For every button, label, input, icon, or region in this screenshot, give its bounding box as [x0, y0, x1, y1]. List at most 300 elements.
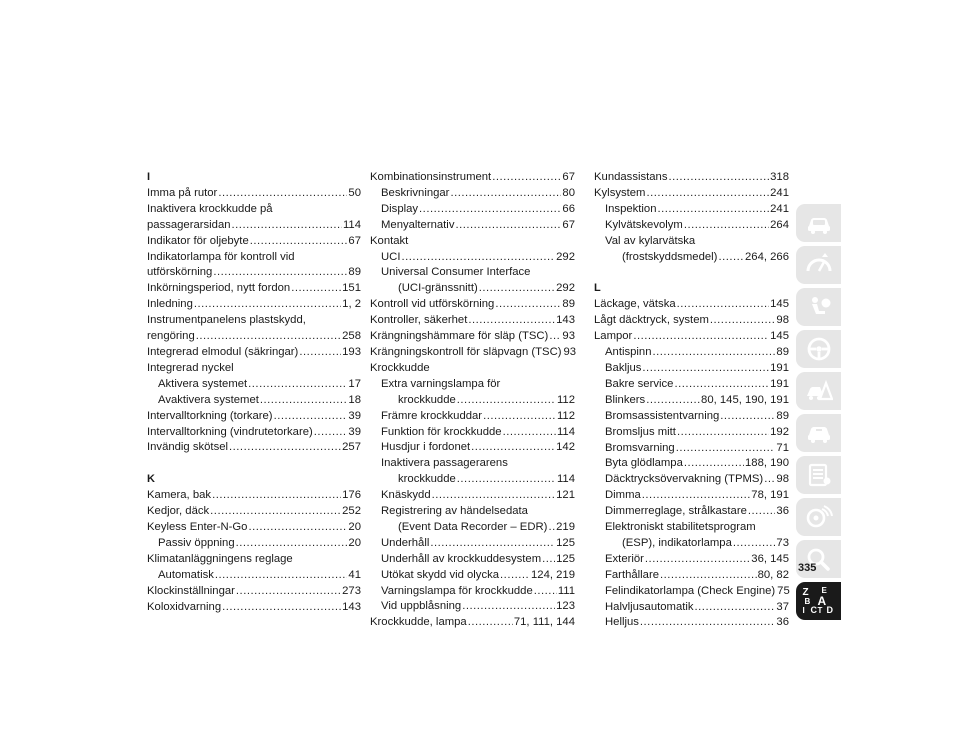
dot-leader [250, 234, 348, 250]
dot-leader [720, 409, 775, 425]
entry-page-ref: 121 [556, 489, 575, 502]
index-column-2 [370, 170, 575, 631]
entry-page-ref: 67 [562, 171, 575, 183]
index-entry [594, 425, 789, 441]
index-letter: I [802, 606, 805, 615]
entry-page-ref: 18 [348, 393, 361, 406]
dot-leader [479, 281, 555, 297]
index-entry [594, 361, 789, 377]
entry-term: Automatisk [158, 568, 214, 581]
entry-term: Främre krockkuddar [381, 409, 483, 422]
entry-term: Invändig skötsel [147, 441, 229, 454]
dot-leader [291, 281, 341, 297]
index-entry [594, 568, 789, 584]
entry-term: Integrerad elmodul (säkringar) [147, 345, 299, 358]
entry-page-ref: 151 [342, 282, 361, 295]
tab-spec-list[interactable] [796, 456, 841, 494]
dot-leader [674, 377, 769, 393]
entry-page-ref: 89 [776, 346, 789, 359]
index-entry [147, 377, 361, 393]
entry-term: Menyalternativ [381, 218, 455, 231]
index-entry [370, 440, 575, 456]
index-entry [594, 186, 789, 202]
entry-page-ref: 80 [562, 186, 575, 199]
index-heading: Extra varningslampa för [381, 377, 501, 390]
chapter-tabs [796, 204, 841, 624]
steering-wheel-icon [805, 337, 833, 361]
entry-term: Blinkers [605, 393, 646, 406]
index-entry [594, 218, 789, 234]
index-entry [594, 472, 789, 488]
index-entry [594, 600, 789, 616]
tab-roadside-warning[interactable] [796, 372, 841, 410]
entry-page-ref: 112 [556, 409, 575, 422]
dot-leader [450, 186, 561, 202]
dot-leader [646, 393, 700, 409]
dot-leader [314, 425, 348, 441]
dot-leader [549, 329, 561, 345]
entry-page-ref: 80, 82 [757, 568, 789, 581]
entry-term: Underhåll av krockkuddesystem [381, 552, 542, 565]
entry-term: rengöring [147, 330, 195, 343]
index-entry [147, 504, 361, 520]
index-entry [370, 281, 575, 297]
entry-page-ref: 37 [776, 600, 789, 613]
index-letter: T [817, 606, 823, 615]
dot-leader [695, 600, 776, 616]
entry-term: passagerarsidan [147, 218, 231, 231]
entry-term: Utökat skydd vid olycka [381, 568, 500, 581]
entry-term: Aktivera systemet [158, 377, 248, 390]
tab-index[interactable] [796, 582, 841, 620]
index-entry [370, 584, 575, 600]
entry-page-ref: 17 [348, 377, 361, 390]
tab-airbag-seat[interactable] [796, 288, 841, 326]
dot-leader [645, 552, 750, 568]
index-entry [370, 297, 575, 313]
dot-leader [215, 568, 348, 584]
entry-term: Kylvätskevolym [605, 218, 683, 231]
entry-page-ref: 1, 2 [342, 298, 361, 311]
entry-term: krockkudde [398, 473, 456, 486]
entry-page-ref: 73 [776, 536, 789, 549]
index-entry [594, 456, 789, 472]
entry-term: Bromsvarning [605, 441, 675, 454]
index-column-1 [147, 170, 361, 615]
entry-term: Kundassistans [594, 171, 668, 183]
dot-leader [232, 218, 342, 234]
index-entry [370, 552, 575, 568]
tab-car-service[interactable] [796, 414, 841, 452]
index-entry [594, 615, 789, 631]
entry-page-ref: 241 [770, 202, 789, 215]
dot-leader [733, 536, 776, 552]
entry-term: Krängningshämmare för släp (TSC) [370, 330, 549, 343]
entry-term: Lampor [594, 330, 633, 343]
dot-leader [642, 488, 751, 504]
dot-leader [471, 440, 555, 456]
tab-car-key[interactable] [796, 204, 841, 242]
dot-leader [274, 409, 348, 425]
dot-leader [492, 170, 561, 186]
entry-term: Kylsystem [594, 186, 646, 199]
entry-page-ref: 111 [557, 584, 575, 597]
entry-page-ref: 112 [556, 393, 575, 406]
entry-page-ref: 80, 145, 190, 191 [701, 393, 789, 406]
entry-page-ref: 98 [776, 314, 789, 327]
entry-page-ref: 36 [776, 505, 789, 518]
dot-leader [213, 265, 347, 281]
entry-term: Knäskydd [381, 489, 431, 502]
entry-term: Funktion för krockkudde [381, 425, 502, 438]
index-entry [147, 584, 361, 600]
entry-page-ref: 125 [556, 552, 575, 565]
index-heading: Indikatorlampa för kontroll vid [147, 250, 295, 263]
index-entry [594, 170, 789, 186]
entry-page-ref: 145 [770, 298, 789, 311]
tab-steering-wheel[interactable] [796, 330, 841, 368]
entry-term: Bakljus [605, 361, 642, 374]
dot-leader [495, 297, 561, 313]
spec-list-icon [805, 463, 833, 487]
dot-leader [642, 361, 769, 377]
index-entry [594, 202, 789, 218]
dot-leader [658, 202, 770, 218]
index-entry [594, 441, 789, 457]
index-heading: Kontakt [370, 234, 409, 247]
entry-page-ref: 89 [348, 266, 361, 279]
index-entry [370, 615, 575, 631]
entry-term: (ESP), indikatorlampa [622, 536, 732, 549]
dot-leader [652, 345, 775, 361]
entry-page-ref: 191 [770, 361, 789, 374]
entry-page-ref: 191 [770, 377, 789, 390]
dot-leader [222, 600, 341, 616]
entry-page-ref: 264, 266 [745, 250, 789, 263]
index-entry [147, 520, 361, 536]
dot-leader [668, 170, 769, 186]
entry-page-ref: 50 [348, 186, 361, 199]
index-entry [370, 536, 575, 552]
entry-term: Dimmerreglage, strålkastare [605, 505, 747, 518]
entry-page-ref: 273 [342, 584, 361, 597]
entry-page-ref: 123 [556, 600, 575, 613]
section-letter: L [594, 282, 601, 295]
index-heading: Instrumentpanelens plastskydd, [147, 314, 306, 327]
index-entry [594, 313, 789, 329]
entry-page-ref: 98 [776, 473, 789, 486]
page-number: 335 [798, 562, 817, 574]
index-entry [147, 329, 361, 345]
index-entry [370, 409, 575, 425]
index-heading: Inaktivera krockkudde på [147, 202, 273, 215]
entry-page-ref: 318 [770, 171, 789, 183]
entry-page-ref: 39 [348, 409, 361, 422]
entry-term: Läckage, vätska [594, 298, 676, 311]
index-entry [594, 552, 789, 568]
dashboard-warning-icon [805, 253, 833, 277]
dot-leader [260, 393, 348, 409]
dot-leader [457, 393, 556, 409]
index-entry [147, 234, 361, 250]
entry-page-ref: 292 [556, 250, 575, 263]
dot-leader [229, 440, 341, 456]
index-heading: Inaktivera passagerarens [381, 457, 508, 470]
dot-leader [462, 599, 555, 615]
entry-term: (UCI-gränssnitt) [398, 282, 478, 295]
dot-leader [210, 504, 341, 520]
dot-leader [676, 441, 776, 457]
dot-leader [640, 615, 776, 631]
entry-term: Felindikatorlampa (Check Engine) [605, 584, 776, 597]
entry-page-ref: 114 [342, 218, 361, 231]
index-entry [370, 218, 575, 234]
entry-page-ref: 192 [770, 425, 789, 438]
dot-leader [710, 313, 776, 329]
index-entry [370, 170, 575, 186]
entry-term: Kontroll vid utförskörning [370, 298, 495, 311]
index-entry [147, 281, 361, 297]
entry-term: Koloxidvarning [147, 600, 222, 613]
entry-term: Bromsljus mitt [605, 425, 676, 438]
entry-page-ref: 143 [342, 600, 361, 613]
index-entry [594, 377, 789, 393]
dot-leader [748, 504, 776, 520]
index-entry [594, 250, 789, 266]
entry-term: krockkudde [398, 393, 456, 406]
entry-page-ref: 67 [562, 218, 575, 231]
dot-leader [764, 472, 775, 488]
entry-term: Kedjor, däck [147, 505, 210, 518]
tab-dashboard-warning[interactable] [796, 246, 841, 284]
section-letter: I [147, 171, 151, 183]
entry-page-ref: 264 [770, 218, 789, 231]
entry-page-ref: 176 [342, 489, 361, 502]
entry-page-ref: 143 [556, 314, 575, 327]
index-letter: Z [802, 587, 809, 598]
dot-leader [401, 250, 555, 266]
entry-page-ref: 114 [556, 425, 575, 438]
index-letter: E [821, 586, 827, 595]
entry-page-ref: 75 [777, 584, 790, 597]
entry-term: Byta glödlampa [605, 457, 683, 470]
entry-term: Inledning [147, 298, 193, 311]
index-entry [147, 345, 361, 361]
roadside-warning-icon [805, 379, 833, 403]
index-entry [594, 584, 789, 600]
index-letter: A [817, 594, 827, 608]
entry-page-ref: 89 [562, 298, 575, 311]
dot-leader [248, 377, 347, 393]
entry-page-ref: 188, 190 [745, 457, 789, 470]
entry-term: Bakre service [605, 377, 674, 390]
car-key-icon [805, 211, 833, 235]
entry-term: Inkörningsperiod, nytt fordon [147, 282, 291, 295]
index-entry [147, 440, 361, 456]
entry-term: UCI [381, 250, 401, 263]
dot-leader [660, 568, 757, 584]
entry-term: (frostskyddsmedel) [622, 250, 718, 263]
dot-leader [236, 536, 348, 552]
index-entry [594, 409, 789, 425]
index-entry [370, 425, 575, 441]
dot-leader [677, 425, 769, 441]
dot-leader [684, 218, 769, 234]
entry-term: Avaktivera systemet [158, 393, 259, 406]
dot-leader [548, 520, 555, 536]
entry-page-ref: 252 [342, 505, 361, 518]
index-entry [147, 600, 361, 616]
index-entry [370, 250, 575, 266]
entry-term: Helljus [605, 616, 639, 629]
index-entry [370, 202, 575, 218]
dot-leader [468, 313, 555, 329]
entry-term: Kamera, bak [147, 489, 212, 502]
entry-page-ref: 66 [562, 202, 575, 215]
entry-page-ref: 125 [556, 536, 575, 549]
entry-page-ref: 145 [770, 330, 789, 343]
entry-term: Däcktrycksövervakning (TPMS) [605, 473, 764, 486]
entry-term: Display [381, 202, 419, 215]
entry-term: Imma på rutor [147, 186, 218, 199]
entry-term: Halvljusautomatik [605, 600, 694, 613]
index-entry [370, 568, 575, 584]
dot-leader [457, 472, 556, 488]
dot-leader [677, 297, 770, 313]
index-entry [147, 265, 361, 281]
index-entry [370, 393, 575, 409]
entry-page-ref: 20 [348, 536, 361, 549]
index-entry [594, 504, 789, 520]
entry-page-ref: 114 [556, 473, 575, 486]
index-letter: B [804, 597, 811, 606]
index-heading: Registrering av händelsedata [381, 505, 528, 518]
index-entry [370, 329, 575, 345]
dot-leader [196, 329, 341, 345]
entry-page-ref: 89 [776, 409, 789, 422]
entry-page-ref: 39 [348, 425, 361, 438]
entry-page-ref: 93 [562, 330, 575, 343]
index-heading: Klimatanläggningens reglage [147, 552, 293, 565]
entry-term: Husdjur i fordonet [381, 441, 471, 454]
entry-page-ref: 36 [776, 616, 789, 629]
index-entry [594, 393, 789, 409]
dot-leader [500, 568, 530, 584]
dot-leader [419, 202, 561, 218]
index-heading: Val av kylarvätska [605, 234, 696, 247]
entry-term: Dimma [605, 489, 641, 502]
dot-leader [542, 552, 555, 568]
entry-term: Keyless Enter-N-Go [147, 521, 248, 534]
entry-page-ref: 292 [556, 282, 575, 295]
index-heading: Krockkudde [370, 361, 430, 374]
dot-leader [299, 345, 341, 361]
entry-page-ref: 93 [563, 345, 577, 358]
index-entry [594, 329, 789, 345]
entry-page-ref: 36, 145 [751, 552, 789, 565]
entry-page-ref: 193 [342, 345, 361, 358]
entry-term: (Event Data Recorder – EDR) [398, 520, 548, 533]
index-letter: C [810, 605, 817, 615]
index-entry [370, 186, 575, 202]
airbag-seat-icon [805, 295, 833, 319]
entry-term: Underhåll [381, 536, 430, 549]
entry-page-ref: 67 [348, 234, 361, 247]
entry-page-ref: 257 [342, 441, 361, 454]
entry-term: Kombinationsinstrument [370, 171, 492, 183]
dot-leader [430, 536, 555, 552]
index-entry [147, 186, 361, 202]
entry-term: Inspektion [605, 202, 657, 215]
index-entry [594, 488, 789, 504]
index-entry [147, 425, 361, 441]
index-entry [370, 313, 575, 329]
index-entry [370, 520, 575, 536]
dot-leader [684, 456, 744, 472]
index-letter: D [826, 605, 833, 615]
dot-leader [218, 186, 347, 202]
entry-term: Krockkudde, lampa [370, 616, 467, 629]
entry-term: Varningslampa för krockkudde [381, 584, 533, 597]
dot-leader [718, 250, 744, 266]
index-heading: Universal Consumer Interface [381, 266, 531, 279]
index-entry [147, 409, 361, 425]
entry-page-ref: 71, 111, 144 [513, 616, 575, 629]
entry-term: Kontroller, säkerhet [370, 314, 468, 327]
entry-page-ref: 142 [556, 441, 575, 454]
dot-leader [468, 615, 513, 631]
index-entry [370, 599, 575, 615]
entry-page-ref: 124, 219 [531, 568, 575, 581]
index-entry [147, 297, 361, 313]
index-entry [370, 488, 575, 504]
index-entry [594, 345, 789, 361]
entry-term: Beskrivningar [381, 186, 450, 199]
entry-term: Passiv öppning [158, 536, 235, 549]
index-entry [370, 345, 575, 361]
index-heading: Integrerad nyckel [147, 361, 234, 374]
dot-leader [633, 329, 769, 345]
entry-page-ref: 78, 191 [751, 489, 789, 502]
entry-term: Intervalltorkning (vindrutetorkare) [147, 425, 313, 438]
entry-term: Intervalltorkning (torkare) [147, 409, 273, 422]
index-letters-icon [802, 586, 836, 616]
index-entry [370, 472, 575, 488]
entry-term: Krängningskontroll för släpvagn (TSC) [370, 345, 562, 358]
entry-page-ref: 20 [348, 521, 361, 534]
index-entry [147, 536, 361, 552]
index-entry [594, 536, 789, 552]
dot-leader [455, 218, 561, 234]
entry-term: Farthållare [605, 568, 659, 581]
multimedia-icon [805, 505, 833, 529]
entry-page-ref: 41 [348, 568, 361, 581]
index-column-3 [594, 170, 789, 631]
entry-page-ref: 219 [556, 520, 575, 533]
car-service-icon [805, 421, 833, 445]
entry-term: Bromsassistentvarning [605, 409, 720, 422]
dot-leader [212, 488, 341, 504]
dot-leader [483, 409, 556, 425]
entry-page-ref: 258 [342, 330, 361, 343]
entry-term: Exteriör [605, 552, 644, 565]
entry-page-ref: 71 [776, 441, 789, 454]
section-gap [594, 265, 789, 281]
entry-term: Vid uppblåsning [381, 600, 462, 613]
entry-term: Antispinn [605, 346, 652, 359]
entry-term: Indikator för oljebyte [147, 234, 249, 247]
tab-multimedia[interactable] [796, 498, 841, 536]
